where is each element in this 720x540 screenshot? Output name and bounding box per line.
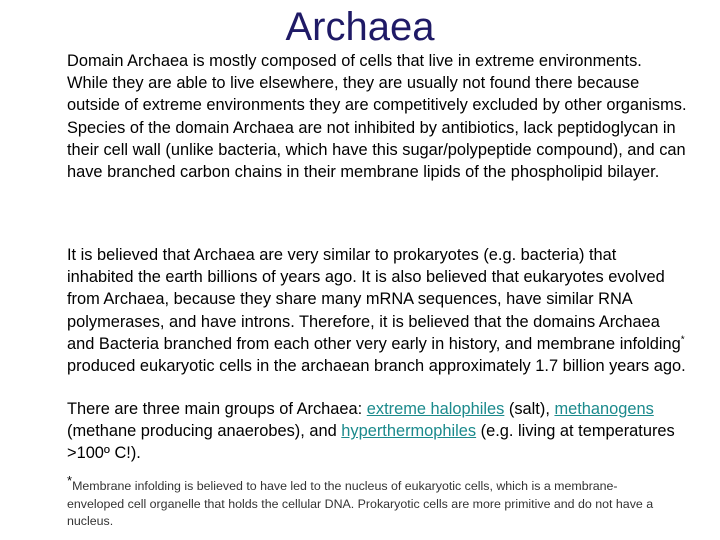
footnote <box>67 472 667 531</box>
link-extreme-halophiles[interactable]: extreme halophiles <box>366 400 505 418</box>
footnote-mark: * <box>67 472 73 488</box>
link-hyperthermophiles[interactable]: hyperthermophiles <box>341 422 477 441</box>
page-title: Archaea <box>285 5 435 49</box>
paragraph-intro: Domain Archaea is mostly composed of cells that live in extreme environments. While they are able to live elsewhere, they are usually not found there because outside of extreme environments they are competitively excluded by other organisms. Species of the domain Archaea are not inhibited by antibiotics, lack peptidoglycan in their cell wall (unlike bacteria, which have this sugar/polypeptide compound), and can have branched carbon chains in their membrane lipids of the phospholipid bilayer. <box>67 52 687 182</box>
paragraph-origin <box>67 244 687 377</box>
groups-text-salt: (salt), <box>504 400 555 418</box>
link-methanogens[interactable]: methanogens <box>554 400 654 418</box>
paragraph-origin-text: It is believed that Archaea are very similar to prokaryotes (e.g. bacteria) that inhabited the earth billions of years ago. It is also believed that eukaryotes evolved from Archaea, because they share many mRNA sequences, have similar RNA polymerases, and have introns. Therefore, it is believed that the domains Archaea and Bacteria branched from each other very early in history, and membrane infolding <box>67 246 681 353</box>
footnote-marker: * <box>680 334 685 346</box>
footnote-text: Membrane infolding is believed to have led to the nucleus of eukaryotic cells, which is a membrane-enveloped cell organelle that holds the cellular DNA. Prokaryotic cells are more primitive and do not have a nucleus. <box>67 479 654 529</box>
groups-text-temperature: (e.g. living at temperatures >100º C!). <box>67 422 675 463</box>
paragraph-origin-text-continued: produced eukaryotic cells in the archaean branch approximately 1.7 billion years ago. <box>67 357 686 376</box>
groups-text-methane: (methane producing anaerobes), and <box>67 422 342 441</box>
groups-intro-text: There are three main groups of Archaea: <box>67 400 367 418</box>
paragraph-groups <box>67 398 687 465</box>
